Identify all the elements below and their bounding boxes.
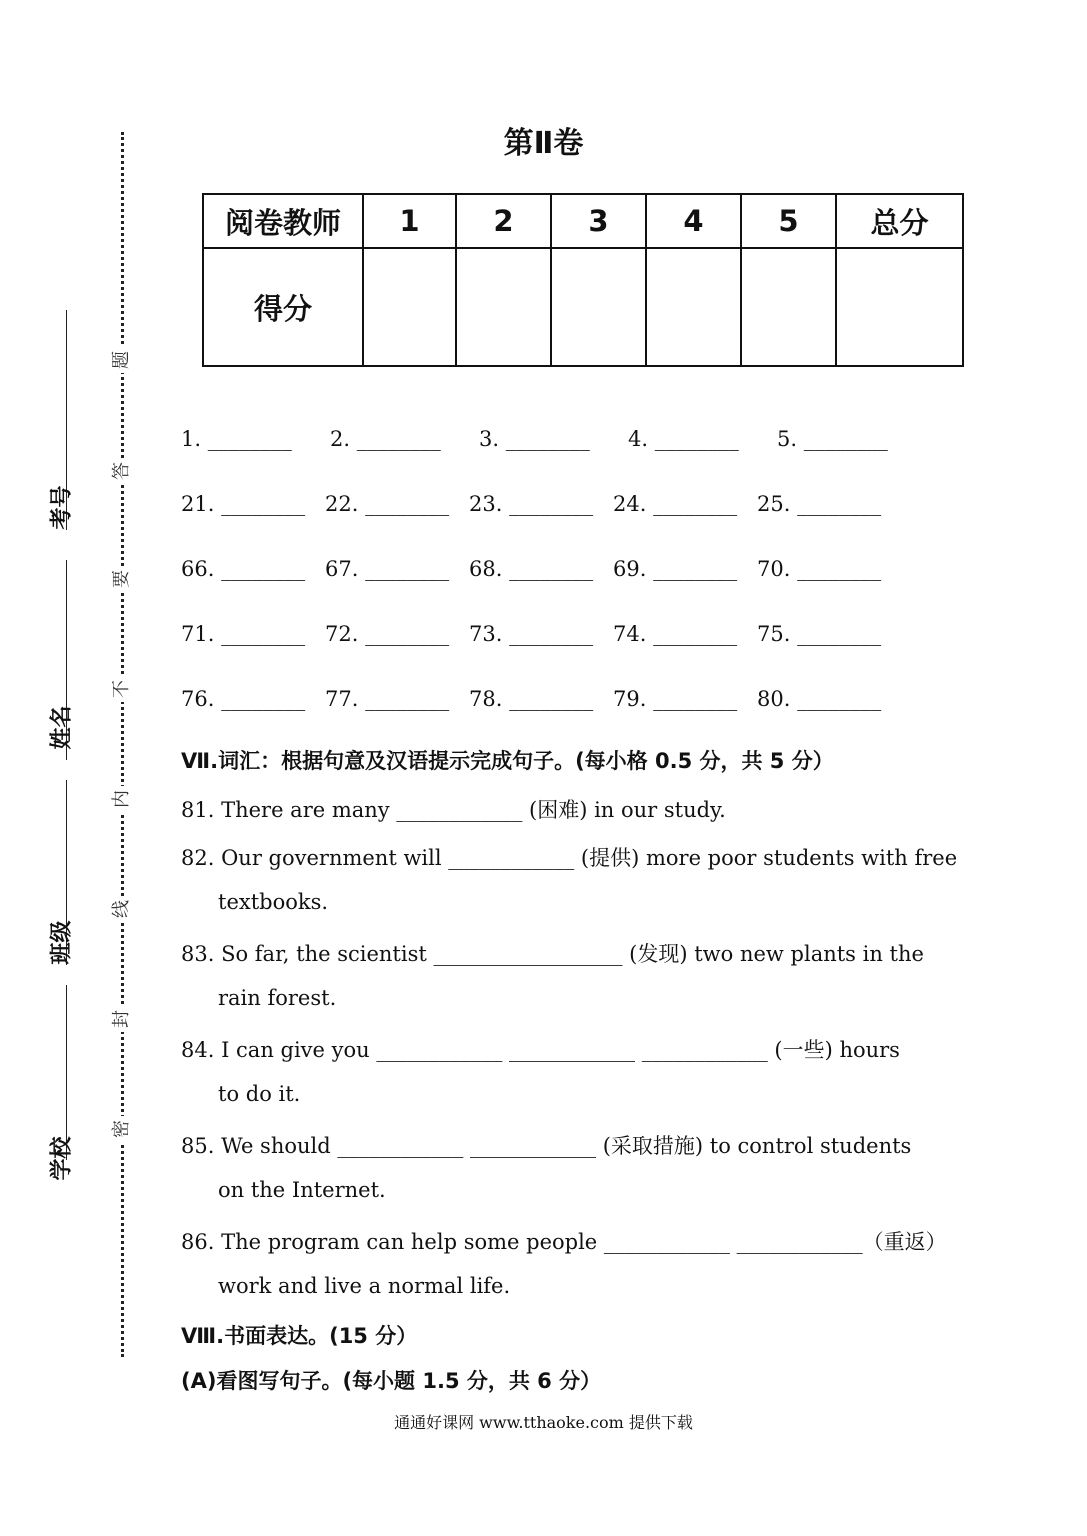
answer-blank[interactable]: 71. ________ [181,622,306,646]
answer-blank[interactable]: 66. ________ [181,557,306,581]
score-header-cell: 1 [363,194,456,248]
answer-blank[interactable]: 78. ________ [469,687,594,711]
score-header-cell: 4 [646,194,741,248]
answer-row [181,557,881,581]
answer-blank[interactable]: 2. ________ [330,427,441,451]
exam-number-label: 考号 [49,485,75,530]
score-cell[interactable] [551,248,646,366]
answer-blank[interactable]: 77. ________ [325,687,450,711]
answer-blank[interactable]: 68. ________ [469,557,594,581]
score-header-cell: 阅卷教师 [203,194,363,248]
answer-blank[interactable]: 74. ________ [613,622,738,646]
school-line [66,985,67,1160]
question-86-cont: work and live a normal life. [218,1274,511,1298]
score-table [202,193,964,367]
question-84-cont: to do it. [218,1082,301,1106]
question-81: 81. There are many ____________ (困难) in our study. [181,798,726,822]
score-row-label: 得分 [203,248,363,366]
score-header-cell: 2 [456,194,551,248]
answer-blank[interactable]: 79. ________ [613,687,738,711]
question-85: 85. We should ____________ ____________ (采取措施) to control students [181,1134,912,1158]
question-82-cont: textbooks. [218,890,329,914]
seal-char: 封 [109,1006,135,1032]
answer-blank[interactable]: 70. ________ [757,557,882,581]
page-title: 第Ⅱ卷 [503,126,584,161]
school-label: 学校 [49,1136,75,1181]
question-82: 82. Our government will ____________ (提供) more poor students with free [181,846,958,870]
name-label: 姓名 [49,705,75,750]
score-cell[interactable] [741,248,836,366]
seal-char: 线 [109,896,135,922]
score-header-cell: 5 [741,194,836,248]
class-label: 班级 [49,920,75,965]
seal-char: 密 [109,1116,135,1142]
question-83-cont: rain forest. [218,986,337,1010]
seal-char: 内 [109,786,135,812]
section-7-heading: Ⅶ.词汇：根据句意及汉语提示完成句子。(每小格 0.5 分，共 5 分） [181,749,834,773]
seal-char: 答 [109,458,135,484]
seal-char: 不 [109,676,135,702]
answer-blank[interactable]: 23. ________ [469,492,594,516]
section-8-heading: Ⅷ.书面表达。(15 分） [181,1324,418,1348]
score-cell[interactable] [363,248,456,366]
answer-row [181,427,888,451]
question-84: 84. I can give you ____________ ____________ ____________ (一些) hours [181,1038,900,1062]
answer-blank[interactable]: 5. ________ [777,427,888,451]
answer-blank[interactable]: 22. ________ [325,492,450,516]
answer-blank[interactable]: 25. ________ [757,492,882,516]
answer-blank[interactable]: 69. ________ [613,557,738,581]
answer-row [181,622,881,646]
seal-char: 题 [109,347,135,373]
answer-blank[interactable]: 24. ________ [613,492,738,516]
answer-row [181,687,881,711]
answer-blank[interactable]: 76. ________ [181,687,306,711]
section-8a-heading: (A)看图写句子。(每小题 1.5 分，共 6 分） [181,1369,602,1393]
footer-credit: 通通好课网 www.tthaoke.com 提供下载 [394,1413,693,1432]
answer-blank[interactable]: 3. ________ [479,427,590,451]
score-header-cell: 3 [551,194,646,248]
answer-blank[interactable]: 1. ________ [181,427,292,451]
score-cell[interactable] [456,248,551,366]
question-86: 86. The program can help some people ____________ ____________（重返） [181,1230,947,1254]
question-85-cont: on the Internet. [218,1178,386,1202]
answer-blank[interactable]: 72. ________ [325,622,450,646]
score-cell[interactable] [836,248,963,366]
answer-blank[interactable]: 73. ________ [469,622,594,646]
score-cell[interactable] [646,248,741,366]
seal-dotted-line [121,132,124,1357]
answer-blank[interactable]: 75. ________ [757,622,882,646]
answer-blank[interactable]: 4. ________ [628,427,739,451]
question-83: 83. So far, the scientist __________________ (发现) two new plants in the [181,942,924,966]
answer-blank[interactable]: 67. ________ [325,557,450,581]
answer-row [181,492,881,516]
score-header-cell: 总分 [836,194,963,248]
answer-blank[interactable]: 21. ________ [181,492,306,516]
answer-blank[interactable]: 80. ________ [757,687,882,711]
seal-char: 要 [109,566,135,592]
